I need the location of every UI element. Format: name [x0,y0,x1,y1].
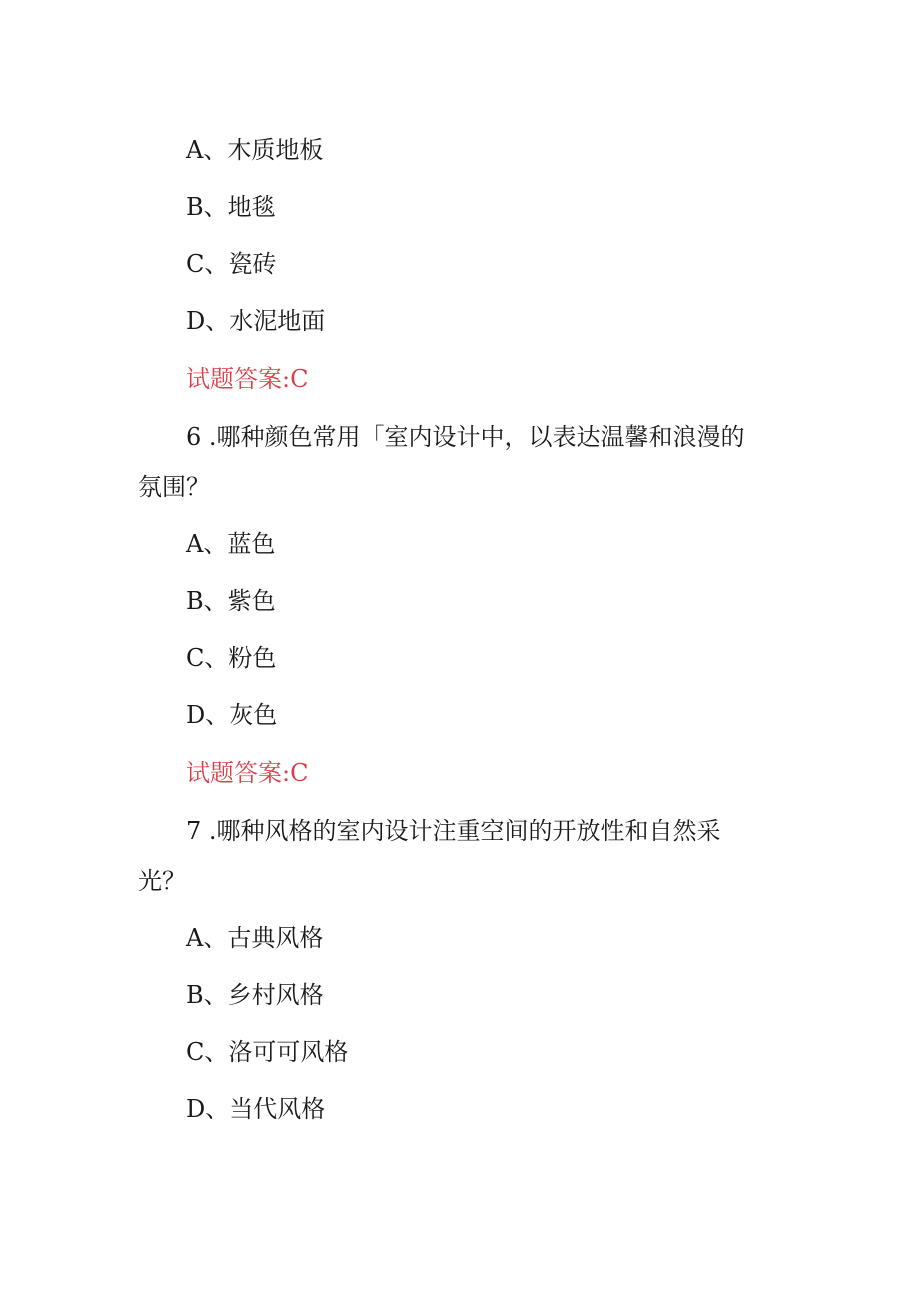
q5-option-c: C、瓷砖 [186,250,277,278]
q5-option-d: D、水泥地面 [186,307,326,335]
q7-option-c: C、洛可可风格 [186,1038,349,1066]
q6-option-d: D、灰色 [186,701,278,729]
q5-option-b: B、地毯 [186,193,276,221]
q7-question-line1: 7 .哪种风格的室内设计注重空间的开放性和自然采 [186,817,721,845]
q6-answer: 试题答案:C [186,759,309,787]
q6-question-line1: 6 .哪种颜色常用「室内设计中，以表达温馨和浪漫的 [186,423,745,451]
q7-question-line2: 光？ [138,867,186,895]
q6-question-line2: 氛围？ [138,473,210,501]
q5-option-a: A、木质地板 [186,136,324,164]
q6-option-a: A、蓝色 [186,530,276,558]
q5-answer: 试题答案:C [186,365,309,393]
q7-option-d: D、当代风格 [186,1095,326,1123]
q7-option-a: A、古典风格 [186,924,324,952]
q6-option-c: C、粉色 [186,644,277,672]
q7-option-b: B、乡村风格 [186,981,324,1009]
q6-option-b: B、紫色 [186,587,276,615]
